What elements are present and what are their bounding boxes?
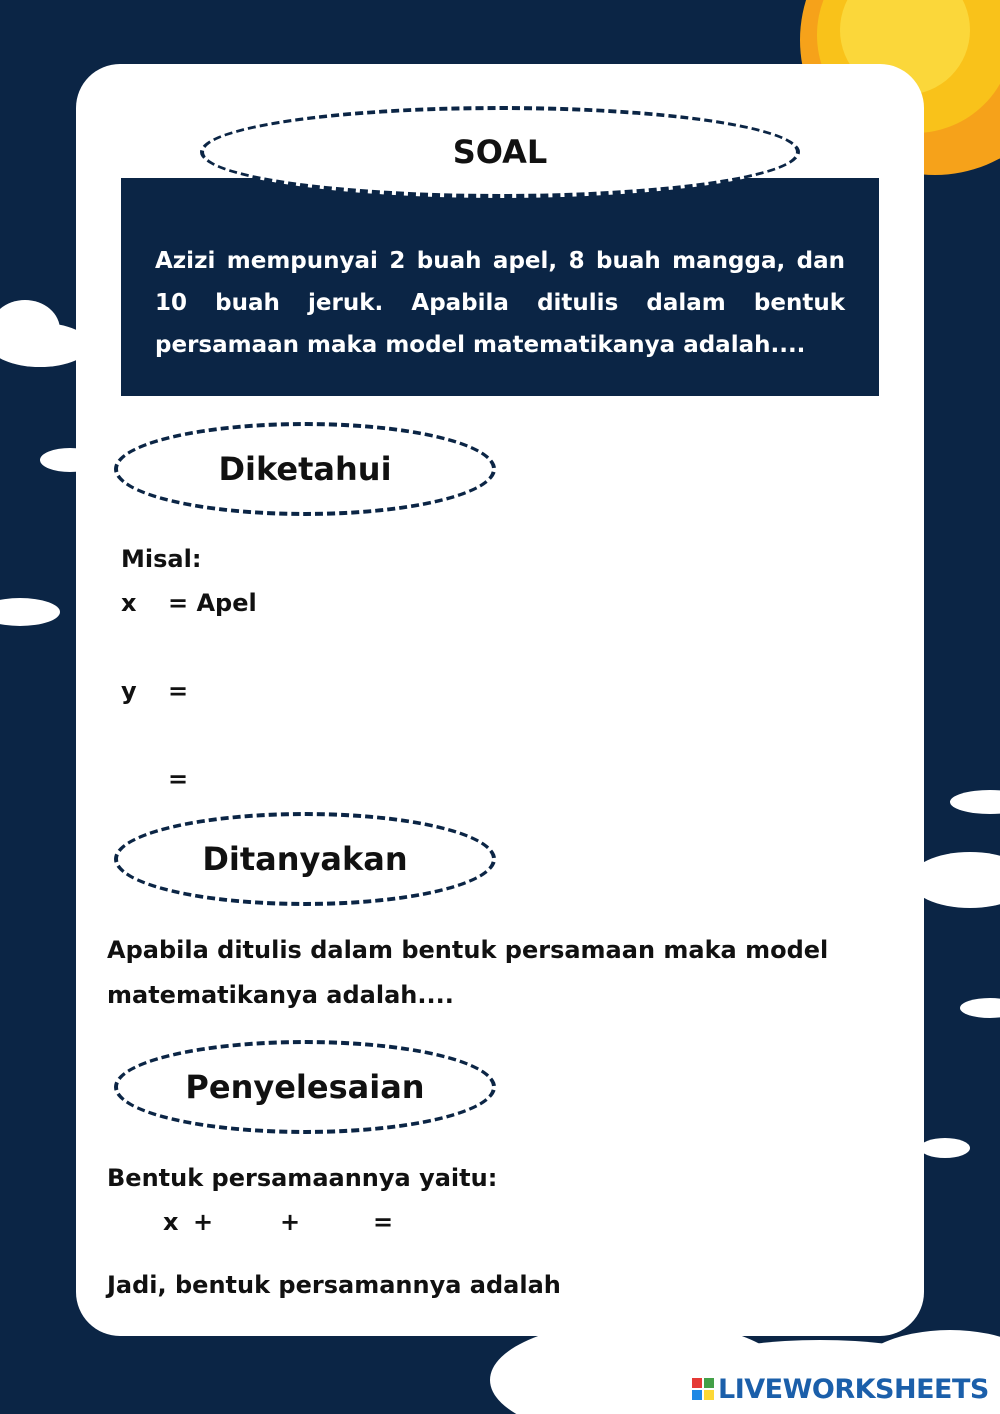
equation-plus-2: +: [280, 1208, 301, 1236]
ditanyakan-heading: [114, 812, 496, 906]
var-y-label: y: [121, 677, 137, 705]
var-x-label: x: [121, 589, 137, 617]
misal-label: Misal:: [121, 545, 202, 573]
var-y-definition: =: [168, 677, 189, 705]
penyelesaian-heading: [114, 1040, 496, 1134]
question-text: Azizi mempunyai 2 buah apel, 8 buah mangga, dan 10 buah jeruk. Apabila ditulis dalam bentuk persamaan maka model matematikanya adalah....: [155, 248, 845, 358]
liveworksheets-logo-icon: [692, 1378, 714, 1400]
diketahui-title: Diketahui: [218, 450, 392, 488]
equation-equals: =: [373, 1208, 394, 1236]
var-x-definition: = Apel: [168, 589, 257, 617]
var-z-definition: =: [168, 765, 189, 793]
liveworksheets-logo[interactable]: [692, 1372, 989, 1406]
soal-heading: [200, 106, 800, 198]
ditanyakan-text: Apabila ditulis dalam bentuk persamaan maka model matematikanya adalah....: [107, 936, 829, 1009]
ditanyakan-title: Ditanyakan: [202, 840, 408, 878]
liveworksheets-logo-text: LIVEWORKSHEETS: [718, 1373, 989, 1405]
question-box: [121, 178, 879, 396]
penyelesaian-title: Penyelesaian: [185, 1068, 425, 1106]
conclusion-text: Jadi, bentuk persamannya adalah: [107, 1271, 561, 1299]
equation-plus-1: +: [193, 1208, 214, 1236]
bentuk-label: Bentuk persamaannya yaitu:: [107, 1164, 498, 1192]
soal-title: SOAL: [452, 133, 548, 171]
equation-x: x: [163, 1208, 179, 1236]
diketahui-heading: [114, 422, 496, 516]
